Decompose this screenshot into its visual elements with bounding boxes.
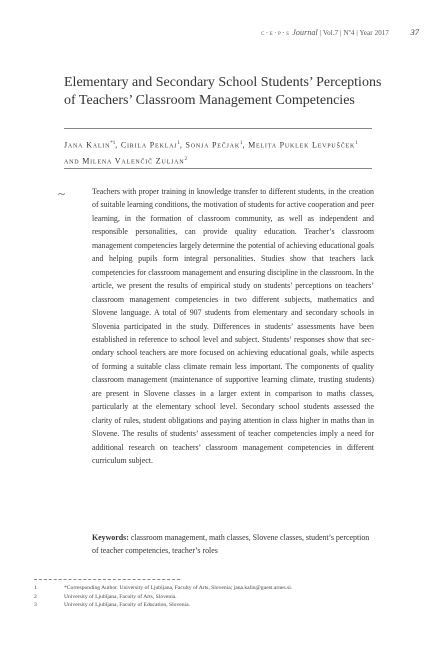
page-number: 37 — [410, 27, 419, 37]
footnote — [34, 593, 364, 602]
authors-divider — [64, 168, 372, 169]
journal-name: Journal — [292, 28, 318, 37]
issue-info: | Vol.7 | Nº4 | Year 2017 — [319, 29, 389, 37]
author-separator: , — [115, 140, 121, 150]
footnote-text: University of Ljubljana, Faculty of Arts, Slovenia. — [64, 593, 177, 600]
author-separator: , — [179, 140, 186, 150]
author-affiliation-mark: 1 — [239, 141, 243, 146]
title-divider — [64, 128, 372, 129]
author-name: Milena Valenčič Zuljan — [82, 156, 185, 166]
author-affiliation-mark: 1 — [355, 141, 358, 146]
article-title: Elementary and Secondary School Students’ Perceptions of Teachers’ Classroom Management Competencies — [64, 75, 382, 108]
author-conjunction: and — [64, 156, 80, 166]
abstract-text: Teachers with proper training in knowledge transfer to different students, in the creation of suitable learning conditions, the motivation of students for active cooperation and peer learning, in the formation of classroom community, as well as independent and responsible personalities, can provide quality education. Teacher’s classroom management competencies largely determine the potential of achieving educational goals and helping pupils form integral personalities. Studies show that teachers lack competencies for classroom management and ensuring discipline in the classroom. In the article, we present the results of empirical study on students’ perceptions on teachers’ classroom management competencies in two different subjects, mathematics and Slovene language. A total of 907 students from elementary and secondary schools in Slovenia participated in the study. Differences in students’ assessments have been established in reference to school level and subject. Students’ responses show that secondary school teachers are more focused on achieving educational goals, while aspects of forming a suitable class climate remain less important. The components of quality classroom management (maintenance of supportive learning climate, trusting students) are present in Slovene classes in a larger extent in comparison to maths classes, particularly at the elementary school level. Secondary school students assessed the clarity of rules, student obligations and paying attention in class higher in maths than in Slovene. The results of students’ assessment of teacher competencies imply a need for additional research on teachers’ classroom management competencies in different curriculum subject. — [92, 187, 375, 466]
author-list — [64, 137, 384, 168]
author-name: Melita Puklek Levpušček — [248, 140, 356, 150]
footnote-number: 1 — [34, 585, 37, 591]
footnote — [34, 584, 364, 593]
keywords-list: classroom management, math classes, Slovene classes, student’s perception of teacher competencies, teacher’s roles — [92, 533, 370, 556]
author-affiliation-mark: 1 — [177, 141, 180, 146]
footnote-text: University of Ljubljana, Faculty of Education, Slovenia. — [64, 602, 190, 609]
author-affiliation-mark: 2 — [184, 156, 187, 162]
footnotes — [34, 584, 364, 610]
author-affiliation-mark: *1 — [110, 141, 116, 146]
footnote-number: 2 — [34, 593, 37, 600]
running-header — [261, 28, 389, 37]
keywords — [92, 531, 374, 558]
footnote-divider — [34, 579, 180, 580]
footnote — [34, 601, 364, 610]
author-name: Cirila Peklaj — [120, 140, 178, 150]
footnote-number: 3 — [34, 602, 37, 609]
keywords-label: Keywords: — [92, 533, 129, 542]
author-name: Jana Kalin — [64, 140, 111, 150]
author-separator: , — [242, 140, 249, 150]
author-name: Sonja Pečjak — [185, 140, 240, 150]
footnote-text: *Corresponding Author. University of Ljubljana, Faculty of Arts, Slovenia; jana.kalin@guest.arnes.si. — [64, 585, 293, 591]
abstract-ornament-icon: ~ — [58, 186, 66, 201]
journal-prefix: c·e·p·s — [260, 29, 291, 37]
